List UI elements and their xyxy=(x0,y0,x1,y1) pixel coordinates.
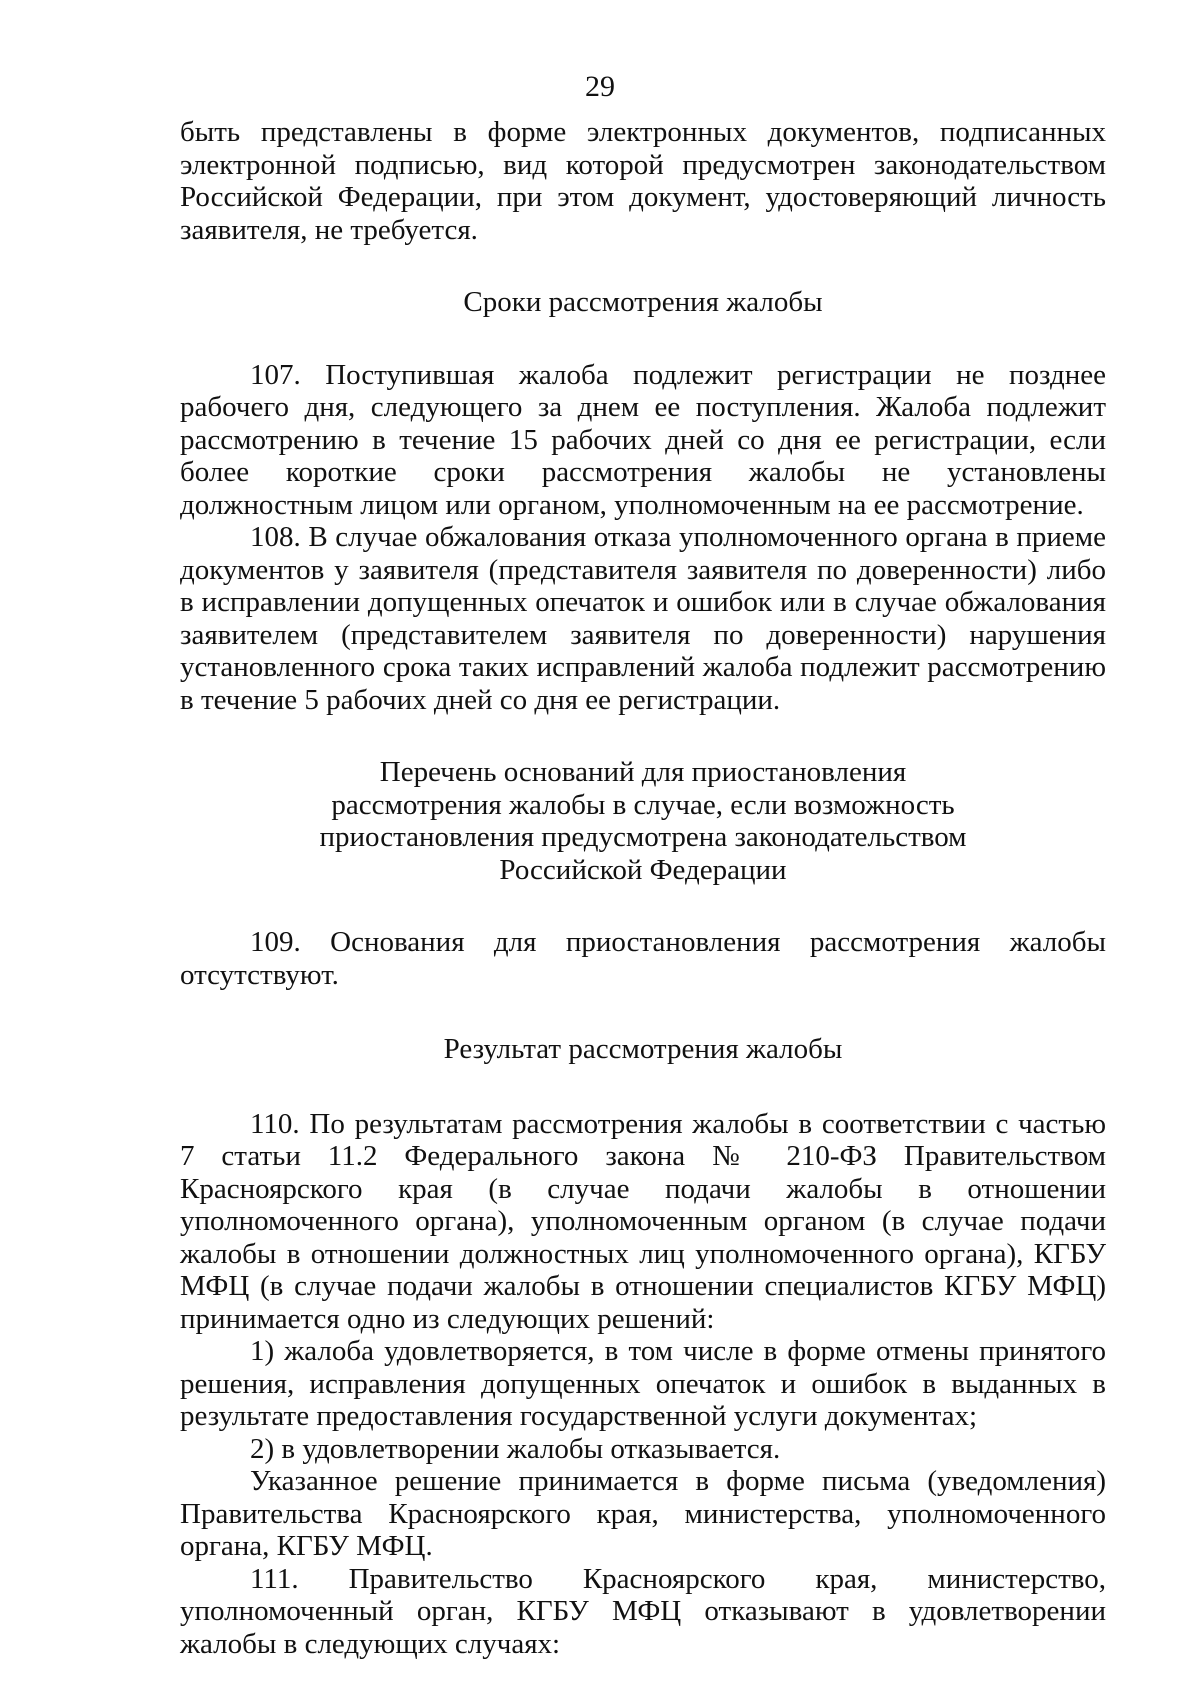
paragraph-111: 111. Правительство Красноярского края, министерство, уполномоченный орган, КГБУ МФЦ отказывают в удовлетворении жалобы в следующих случаях: xyxy=(180,1562,1106,1660)
section-heading-terms: Сроки рассмотрения жалобы xyxy=(463,286,823,318)
paragraph-110-decision: Указанное решение принимается в форме письма (уведомления) Правительства Красноярского края, министерства, уполномоченного органа, КГБУ МФЦ. xyxy=(180,1465,1106,1562)
paragraph-109: 109. Основания для приостановления рассмотрения жалобы отсутствуют. xyxy=(180,926,1106,991)
paragraph-110-item-2: 2) в удовлетворении жалобы отказывается. xyxy=(250,1432,781,1465)
paragraph-107: 107. Поступившая жалоба подлежит регистрации не позднее рабочего дня, следующего за днем ее поступления. Жалоба подлежит рассмотрению в течение 15 рабочих дней со дня ее регистрации, если более короткие сроки рассмотрения жалобы не установлены должностным лицом или органом, уполномоченным на ее рассмотрение. xyxy=(180,358,1106,521)
section-heading-suspension: Перечень оснований для приостановления рассмотрения жалобы в случае, если возможность приостановления предусмотрена законодательством Российской Федерации xyxy=(319,756,967,886)
page-number: 29 xyxy=(585,70,615,103)
document-body xyxy=(180,116,1106,1660)
section-heading-result: Результат рассмотрения жалобы xyxy=(443,1033,843,1065)
paragraph-continuation: быть представлены в форме электронных документов, подписанных электронной подписью, вид которой предусмотрен законодательством Российской Федерации, при этом документ, удостоверяющий личность заявителя, не требуется. xyxy=(180,116,1106,246)
paragraph-110-item-1: 1) жалоба удовлетворяется, в том числе в форме отмены принятого решения, исправления допущенных опечаток и ошибок в выданных в результате предоставления государственной услуги документах; xyxy=(180,1335,1106,1432)
paragraph-108: 108. В случае обжалования отказа уполномоченного органа в приеме документов у заявителя (представителя заявителя по доверенности) либо в исправлении допущенных опечаток и ошибок или в случае обжалования заявителем (представителем заявителя по доверенности) нарушения установленного срока таких исправлений жалоба подлежит рассмотрению в течение 5 рабочих дней со дня ее регистрации. xyxy=(180,521,1106,716)
paragraph-110: 110. По результатам рассмотрения жалобы в соответствии с частью 7 статьи 11.2 Федерального закона № 210-ФЗ Правительством Красноярского края (в случае подачи жалобы в отношении уполномоченного органа), уполномоченным органом (в случае подачи жалобы в отношении должностных лиц уполномоченного органа), КГБУ МФЦ (в случае подачи жалобы в отношении специалистов КГБУ МФЦ) принимается одно из следующих решений: xyxy=(180,1107,1106,1335)
